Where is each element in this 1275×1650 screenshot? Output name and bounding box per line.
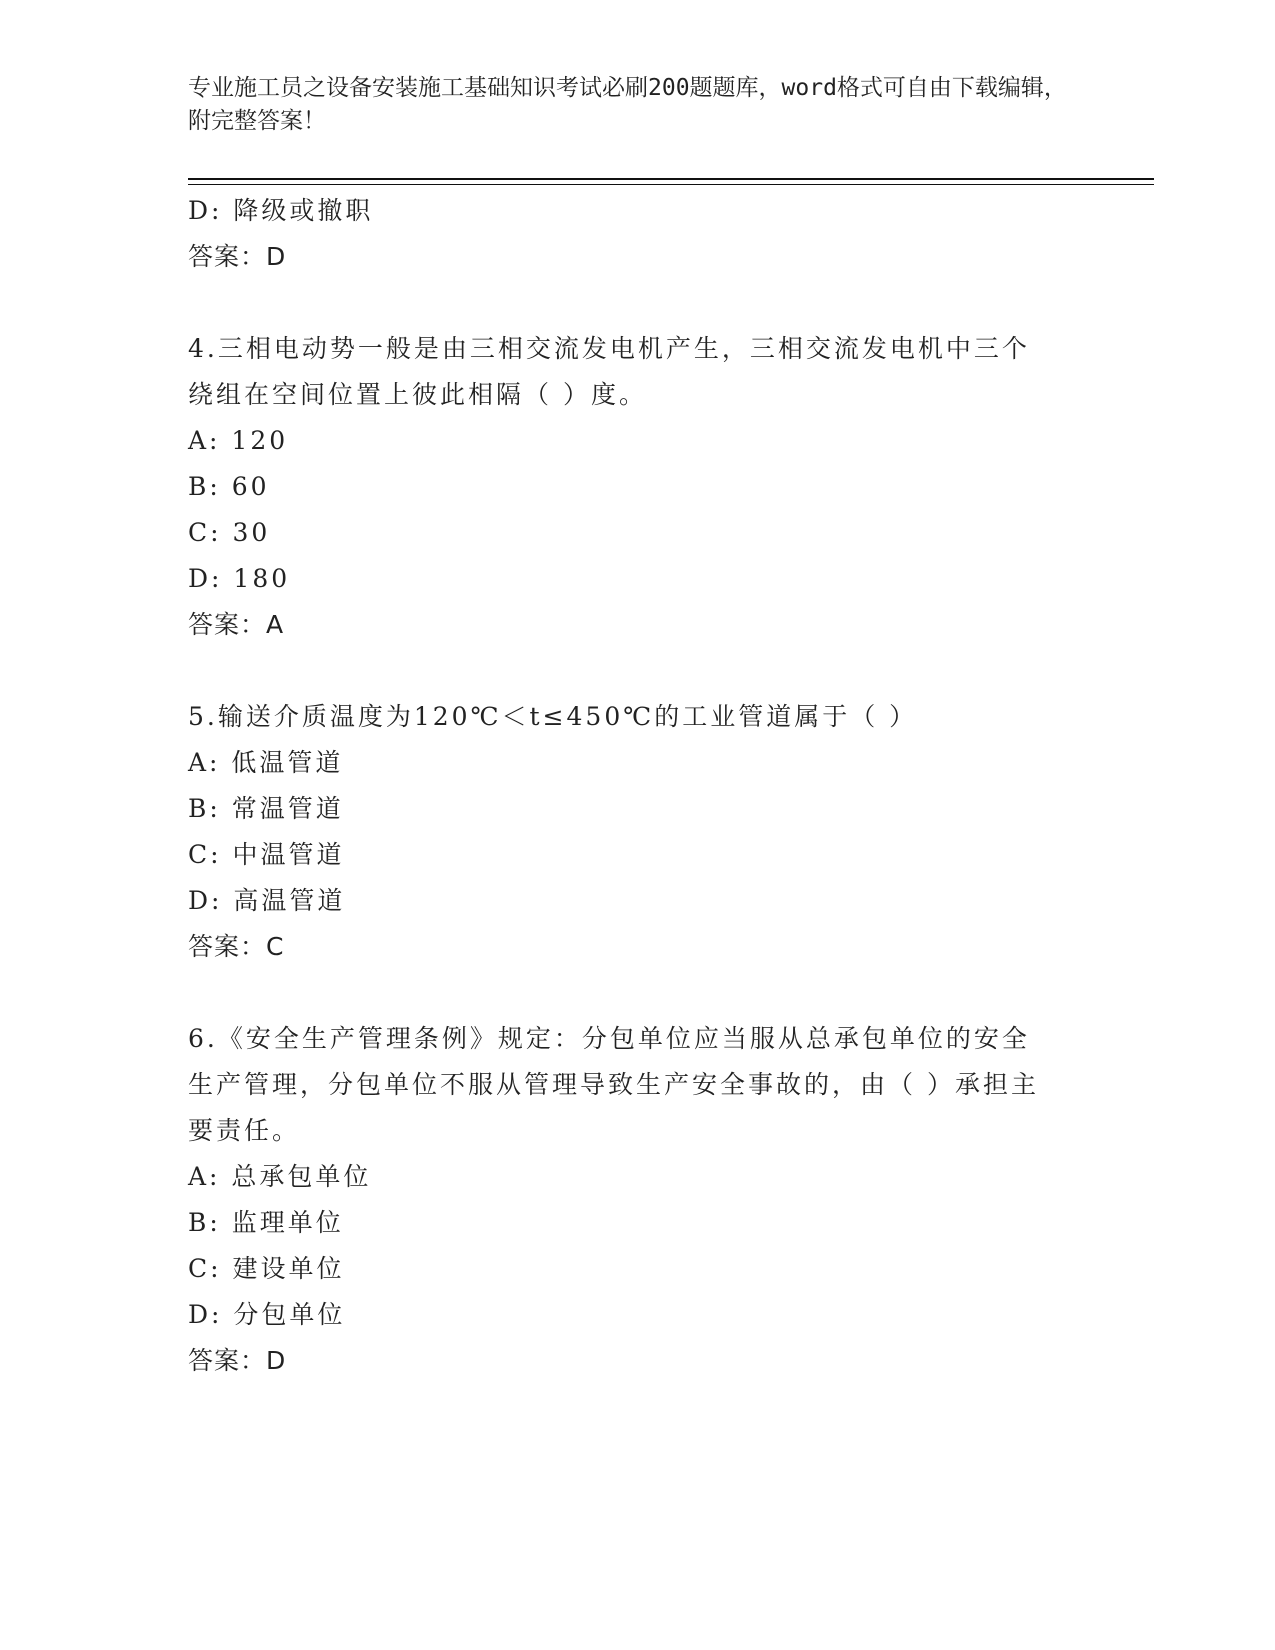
option-b: B: 监理单位 [188, 1208, 344, 1237]
question-5 [188, 694, 1088, 970]
question-list [188, 188, 1088, 1384]
question-text-line: 5.输送介质温度为120℃＜t≤450℃的工业管道属于（ ） [188, 702, 918, 731]
option-a: A: 低温管道 [188, 748, 344, 777]
option-d: D: 180 [188, 564, 291, 593]
question-text-line: 绕组在空间位置上彼此相隔（ ）度。 [188, 380, 647, 409]
question-6 [188, 1016, 1088, 1384]
option-d: D: 降级或撤职 [188, 196, 374, 225]
answer-line: 答案：C [188, 932, 285, 961]
question-text-line: 4.三相电动势一般是由三相交流发电机产生，三相交流发电机中三个 [188, 334, 1030, 363]
question-spacer [188, 280, 1088, 326]
answer-line: 答案：D [188, 1346, 287, 1375]
option-d: D: 分包单位 [188, 1300, 346, 1329]
question-spacer [188, 970, 1088, 1016]
question-text-line: 要责任。 [188, 1116, 301, 1145]
option-c: C: 30 [188, 518, 271, 547]
option-d: D: 高温管道 [188, 886, 346, 915]
option-b: B: 60 [188, 472, 270, 501]
question-text-line: 生产管理，分包单位不服从管理导致生产安全事故的，由（ ）承担主 [188, 1070, 1039, 1099]
answer-line: 答案：D [188, 242, 287, 271]
question-spacer [188, 648, 1088, 694]
option-c: C: 建设单位 [188, 1254, 345, 1283]
option-a: A: 120 [188, 426, 289, 455]
option-a: A: 总承包单位 [188, 1162, 372, 1191]
question-text-line: 6.《安全生产管理条例》规定：分包单位应当服从总承包单位的安全 [188, 1024, 1030, 1053]
header-rule-thin [188, 184, 1154, 185]
option-c: C: 中温管道 [188, 840, 345, 869]
answer-line: 答案：A [188, 610, 285, 639]
question-4 [188, 326, 1088, 648]
header-rule-thick [188, 178, 1154, 180]
option-b: B: 常温管道 [188, 794, 344, 823]
document-header: 专业施工员之设备安装施工基础知识考试必刷200题题库，word格式可自由下载编辑，附完整答案！ [188, 75, 1067, 134]
